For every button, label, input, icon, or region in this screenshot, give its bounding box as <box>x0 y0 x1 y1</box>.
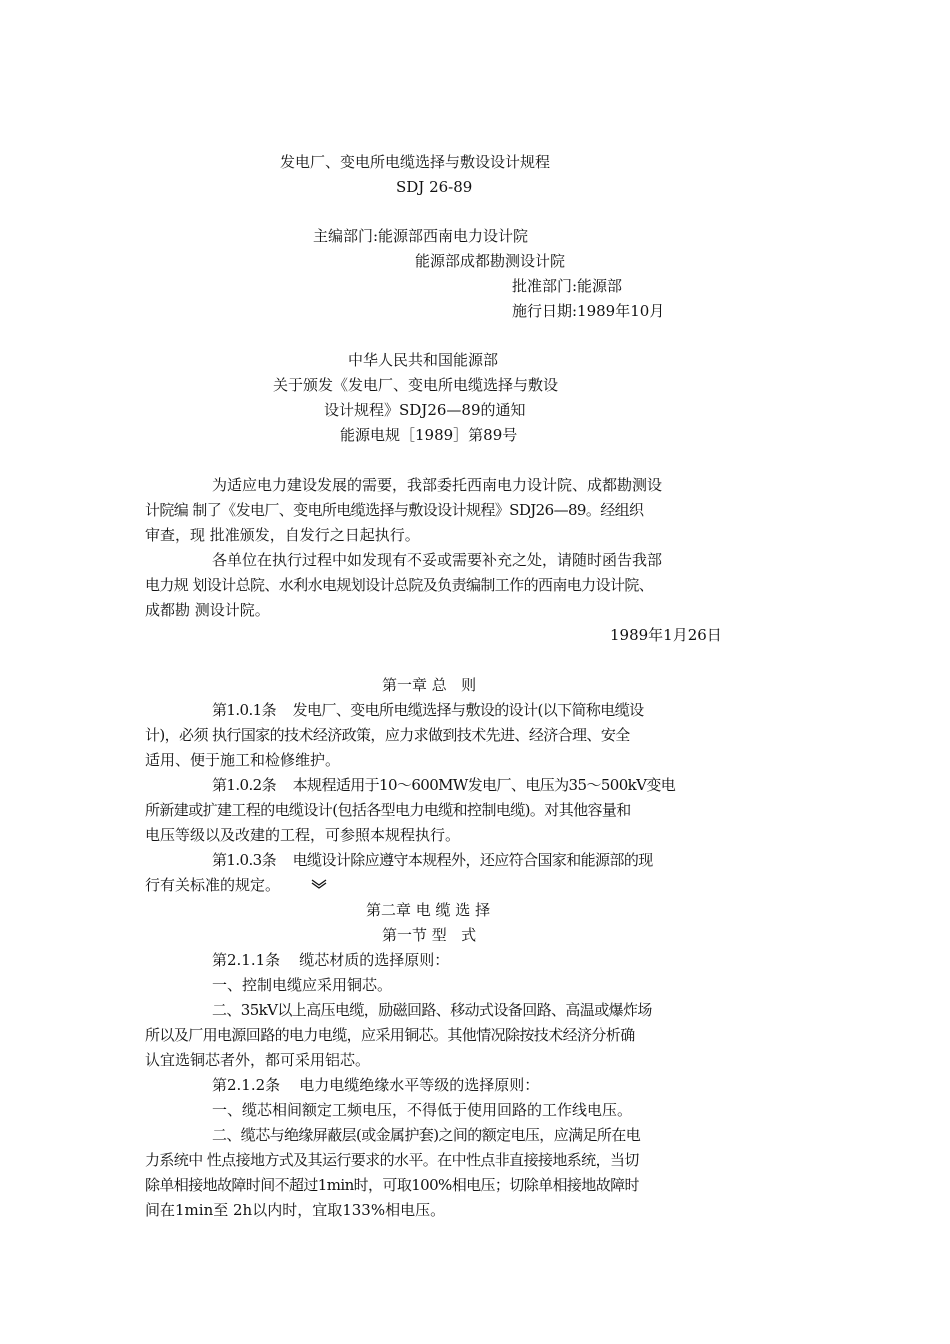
article-2-1-1-item1: 一、控制电缆应采用铜芯。 <box>212 976 393 994</box>
issuing-organization: 中华人民共和国能源部 <box>348 351 499 369</box>
article-1-0-1-line3: 适用、便于施工和检修维护。 <box>145 751 341 769</box>
article-2-1-2-item2-line4: 间在1min至 2h以内时，宜取133%相电压。 <box>145 1201 446 1219</box>
article-1-0-2-line1: 第1.0.2条 本规程适用于10～600MW发电厂、电压为35～500kV变电 <box>212 776 676 794</box>
article-1-0-3-line2: 行有关标准的规定。 <box>145 876 281 894</box>
section1-heading: 第一节 型 式 <box>382 926 477 944</box>
article-2-1-1-item2-line3: 认宜选铜芯者外，都可采用铝芯。 <box>145 1051 371 1069</box>
article-2-1-2-item2-line3: 除单相接地故障时间不超过1min时，可取100%相电压；切除单相接地故障时 <box>145 1176 639 1194</box>
notice-paragraph1-line2: 计院编 制了《发电厂、变电所电缆选择与敷设设计规程》SDJ26—89。经组织 <box>145 501 644 519</box>
article-2-1-2-item2-line2: 力系统中 性点接地方式及其运行要求的水平。在中性点非直接接地系统，当切 <box>145 1151 639 1169</box>
article-1-0-1-line1: 第1.0.1条 发电厂、变电所电缆选择与敷设的设计(以下简称电缆设 <box>212 701 644 719</box>
article-2-1-1: 第2.1.1条 缆芯材质的选择原则： <box>212 951 450 969</box>
chief-editor-line1: 主编部门:能源部西南电力设计院 <box>313 227 529 245</box>
article-1-0-2-line3: 电压等级以及改建的工程，可参照本规程执行。 <box>145 826 461 844</box>
document-title: 发电厂、变电所电缆选择与敷设设计规程 <box>280 153 551 171</box>
chief-editor-line2: 能源部成都勘测设计院 <box>415 252 566 270</box>
notice-title-line1: 关于颁发《发电厂、变电所电缆选择与敷设 <box>273 376 559 394</box>
effective-date: 施行日期:1989年10月 <box>512 302 665 320</box>
approving-department: 批准部门:能源部 <box>512 277 623 295</box>
chevron-down-icon <box>311 878 327 890</box>
notice-title-line2: 设计规程》SDJ26—89的通知 <box>324 401 526 419</box>
notice-date: 1989年1月26日 <box>610 626 722 644</box>
article-1-0-1-line2: 计)，必须 执行国家的技术经济政策，应力求做到技术先进、经济合理、安全 <box>145 726 630 744</box>
article-1-0-3-line1: 第1.0.3条 电缆设计除应遵守本规程外，还应符合国家和能源部的现 <box>212 851 653 869</box>
article-2-1-1-item2-line1: 二、35kV以上高压电缆，励磁回路、移动式设备回路、高温或爆炸场 <box>212 1001 652 1019</box>
article-2-1-2-item2-line1: 二、缆芯与绝缘屏蔽层(或金属护套)之间的额定电压，应满足所在电 <box>212 1126 641 1144</box>
notice-paragraph2-line2: 电力规 划设计总院、水利水电规划设计总院及负责编制工作的西南电力设计院、 <box>145 576 654 594</box>
notice-paragraph1-line3: 审查，现 批准颁发，自发行之日起执行。 <box>145 526 420 544</box>
article-1-0-2-line2: 所新建或扩建工程的电缆设计(包括各型电力电缆和控制电缆)。对其他容量和 <box>145 801 631 819</box>
article-2-1-1-item2-line2: 所以及厂用电源回路的电力电缆，应采用铜芯。其他情况除按技术经济分析确 <box>145 1026 635 1044</box>
notice-paragraph1-line1: 为适应电力建设发展的需要，我部委托西南电力设计院、成都勘测设 <box>212 476 663 494</box>
standard-code: SDJ 26-89 <box>396 178 473 196</box>
notice-paragraph2-line1: 各单位在执行过程中如发现有不妥或需要补充之处，请随时函告我部 <box>212 551 663 569</box>
chapter1-heading: 第一章 总 则 <box>382 676 477 694</box>
notice-paragraph2-line3: 成都勘 测设计院。 <box>145 601 270 619</box>
article-2-1-2: 第2.1.2条 电力电缆绝缘水平等级的选择原则： <box>212 1076 540 1094</box>
article-2-1-2-item1: 一、缆芯相间额定工频电压，不得低于使用回路的工作线电压。 <box>212 1101 633 1119</box>
notice-document-number: 能源电规［1989］第89号 <box>340 426 518 444</box>
chapter2-heading: 第二章 电 缆 选 择 <box>366 901 491 919</box>
